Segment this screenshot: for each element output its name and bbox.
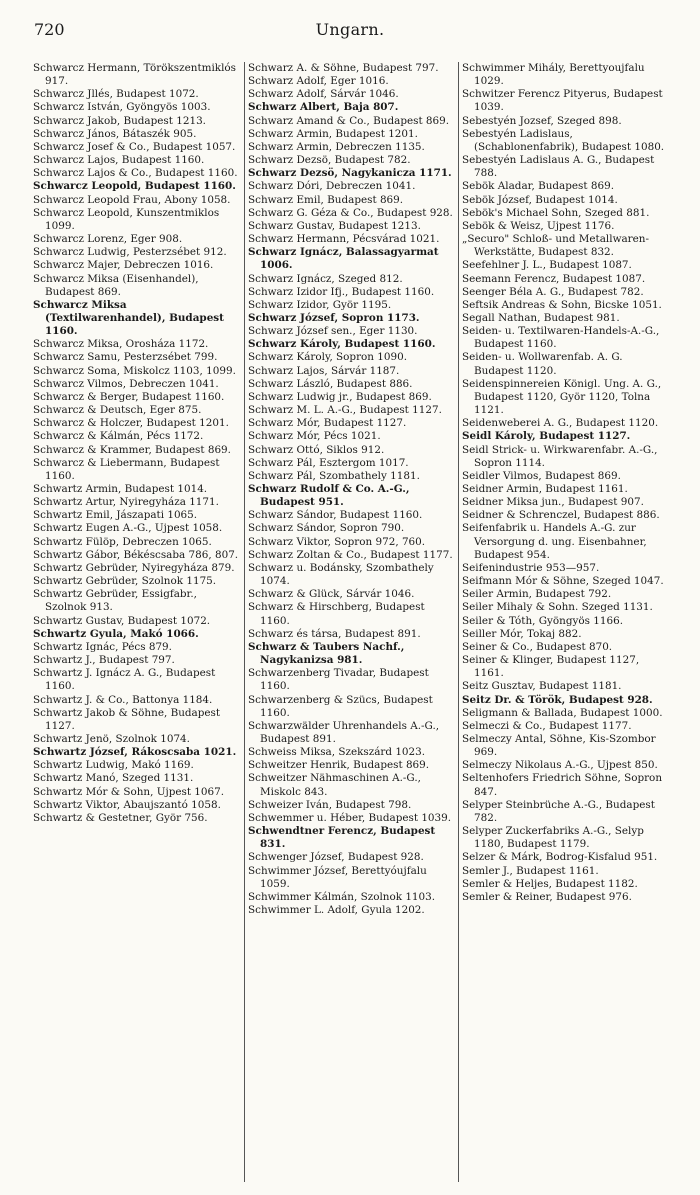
- directory-entry: Schwarcz Josef & Co., Budapest 1057.: [33, 140, 236, 153]
- directory-entry: Schwarz József, Sopron 1173.: [248, 311, 420, 324]
- directory-entry: Schwarcz & Liebermann, Budapest 1160.: [33, 456, 220, 482]
- directory-entry: Schwarz Zoltan & Co., Budapest 1177.: [248, 548, 453, 561]
- directory-entry: Seltenhofers Friedrich Söhne, Sopron 847.: [462, 772, 663, 798]
- directory-entry: Schwarz Károly, Sopron 1090.: [248, 351, 408, 364]
- directory-entry: Seifenindustrie 953—957.: [462, 561, 600, 574]
- page-header: [0, 0, 700, 60]
- directory-entry: Schwitzer Ferencz Pityerus, Budapest 1039.: [462, 88, 663, 114]
- directory-entry: Schwarz Dezsö, Nagykanicza 1171.: [248, 167, 452, 180]
- directory-entry: Schwartz Gustav, Budapest 1072.: [33, 614, 211, 627]
- directory-entry: Schwartz & Gestetner, Györ 756.: [33, 811, 208, 824]
- directory-entry: Seligmann & Ballada, Budapest 1000.: [462, 706, 663, 719]
- directory-entry: Schwarz Dezsö, Budapest 782.: [248, 154, 411, 167]
- directory-entry: Seidler Vilmos, Budapest 869.: [462, 469, 621, 482]
- directory-entry: Schwarcz & Holczer, Budapest 1201.: [33, 417, 229, 430]
- directory-entry: Schweiss Miksa, Szekszárd 1023.: [248, 746, 426, 759]
- column-left: [30, 62, 244, 1182]
- directory-entry: Schwarcz & Berger, Budapest 1160.: [33, 390, 225, 403]
- directory-entry: Seiler Armin, Budapest 792.: [462, 588, 612, 601]
- directory-entry: Schwarz Károly, Budapest 1160.: [248, 338, 436, 351]
- directory-entry: Schwarz Ignácz, Balassagyarmat 1006.: [248, 246, 439, 272]
- directory-entry: Schwarcz Samu, Pesterzsébet 799.: [33, 351, 218, 364]
- directory-entry: Schwarz & Taubers Nachf., Nagykanizsa 981.: [248, 640, 405, 667]
- directory-entry: Schwarcz Ludwig, Pesterzsébet 912.: [33, 246, 227, 259]
- directory-entry: Schwarz Sándor, Budapest 1160.: [248, 509, 423, 522]
- directory-entry: Semler J., Budapest 1161.: [462, 864, 599, 877]
- directory-entry: Schwartz Ignác, Pécs 879.: [33, 640, 172, 653]
- directory-entry: Selmeczy Antal, Söhne, Kis-Szombor 969.: [462, 732, 656, 759]
- directory-entry: Seenger Béla A. G., Budapest 782.: [462, 285, 644, 298]
- directory-entry: Sebestyén Ladislaus A. G., Budapest 788.: [462, 154, 655, 180]
- directory-entry: Schwimmer Mihály, Berettyoujfalu 1029.: [462, 62, 645, 88]
- column-right: [458, 62, 672, 1182]
- directory-entry: Schwarz Pál, Esztergom 1017.: [248, 456, 409, 469]
- directory-entry: Sebök & Weisz, Ujpest 1176.: [462, 219, 615, 232]
- directory-entry: Schwartz Gyula, Makó 1066.: [33, 627, 199, 640]
- directory-entry: Schwarz M. L. A.-G., Budapest 1127.: [248, 404, 442, 417]
- directory-entry: Seifenfabrik u. Handels A.-G. zur Versorgung d. ung. Eisenbahner, Budapest 954.: [462, 522, 647, 561]
- directory-entry: Schwarcz Leopold, Kunszentmiklos 1099.: [33, 206, 220, 232]
- directory-entry: Schwarcz Hermann, Törökszentmiklós 917.: [33, 62, 237, 88]
- directory-entry: Schwarcz Majer, Debreczen 1016.: [33, 259, 214, 272]
- directory-entry: Schwarcz Lorenz, Eger 908.: [33, 233, 183, 246]
- directory-entry: Selyper Steinbrüche A.-G., Budapest 782.: [462, 798, 655, 824]
- directory-entry: Schwimmer Kálmán, Szolnok 1103.: [248, 890, 436, 903]
- directory-entry: Schwarz Mór, Budapest 1127.: [248, 417, 407, 430]
- directory-entry: Schwarcz Miksa, Orosháza 1172.: [33, 338, 209, 351]
- directory-entry: Schwarz Hermann, Pécsvárad 1021.: [248, 233, 440, 246]
- directory-entry: Schwarz és társa, Budapest 891.: [248, 627, 421, 640]
- directory-entry: Schwarz Emil, Budapest 869.: [248, 193, 404, 206]
- directory-entry: Schwarcz Jllés, Budapest 1072.: [33, 88, 199, 101]
- directory-entry: Schwarz Armin, Budapest 1201.: [248, 127, 418, 140]
- directory-entry: Schwartz József, Rákoscsaba 1021.: [33, 746, 237, 759]
- directory-entry: Seidl Strick- u. Wirkwarenfabr. A.-G., Sopron 1114.: [462, 443, 658, 469]
- directory-entry: Schwarcz Lajos & Co., Budapest 1160.: [33, 167, 238, 180]
- running-title: Ungarn.: [315, 20, 385, 39]
- directory-entry: Schwarz Rudolf & Co. A.-G., Budapest 951.: [248, 483, 410, 509]
- directory-entry: Schwarz Ignácz, Szeged 812.: [248, 272, 403, 285]
- directory-entry: Schwarcz Miksa (Textilwarenhandel), Budapest 1160.: [33, 298, 224, 338]
- directory-entry: Schwartz Ludwig, Makó 1169.: [33, 759, 194, 772]
- directory-entry: Seefehlner J. L., Budapest 1087.: [462, 259, 632, 272]
- directory-entry: Seidenweberei A. G., Budapest 1120.: [462, 417, 659, 430]
- directory-entry: Sebök Aladar, Budapest 869.: [462, 180, 614, 193]
- directory-entry: Schwimmer József, Berettyóujfalu 1059.: [248, 864, 427, 890]
- directory-entry: Segall Nathan, Budapest 981.: [462, 311, 620, 324]
- directory-entry: Schwartz Viktor, Abaujszantó 1058.: [33, 798, 221, 811]
- directory-entry: Schwarz & Hirschberg, Budapest 1160.: [248, 601, 425, 627]
- directory-entry: Schwartz Mór & Sohn, Ujpest 1067.: [33, 785, 225, 798]
- directory-entry: Schwartz Artur, Nyiregyháza 1171.: [33, 496, 219, 509]
- directory-entry: Schwarcz János, Bátaszék 905.: [33, 127, 197, 140]
- directory-entry: Schwarcz Lajos, Budapest 1160.: [33, 154, 205, 167]
- page-number: 720: [34, 20, 65, 39]
- directory-entry: Schwartz Armin, Budapest 1014.: [33, 483, 208, 495]
- directory-entry: Selmeczy Nikolaus A.-G., Ujpest 850.: [462, 759, 658, 772]
- directory-entry: Schwarcz Miksa (Eisenhandel), Budapest 869.: [33, 272, 199, 298]
- directory-entry: Seidl Károly, Budapest 1127.: [462, 430, 631, 443]
- directory-entry: Schwarz Viktor, Sopron 972, 760.: [248, 535, 426, 548]
- directory-entry: Schwartz Gábor, Békéscsaba 786, 807.: [33, 548, 239, 561]
- directory-entry: Schwartz Gebrüder, Szolnok 1175.: [33, 575, 217, 588]
- directory-entry: Schwartz J., Budapest 797.: [33, 654, 175, 667]
- directory-entry: Schwarz Dóri, Debreczen 1041.: [248, 180, 416, 193]
- directory-entry: Seiden- u. Wollwarenfab. A. G. Budapest 1120.: [462, 351, 623, 377]
- directory-entry: Schwimmer L. Adolf, Gyula 1202.: [248, 904, 425, 916]
- directory-entry: Seiller Mór, Tokaj 882.: [462, 627, 582, 640]
- directory-entry: Schwartz Gebrüder, Essigfabr., Szolnok 913.: [33, 588, 197, 614]
- directory-entry: Seiner & Klinger, Budapest 1127, 1161.: [462, 654, 640, 680]
- directory-entry: Schwarcz & Kálmán, Pécs 1172.: [33, 430, 204, 443]
- directory-entry: Seftsik Andreas & Sohn, Bicske 1051.: [462, 298, 662, 311]
- directory-entry: Schweizer Iván, Budapest 798.: [248, 798, 412, 811]
- directory-entry: Sebestyén Ladislaus, (Schablonenfabrik), Budapest 1080.: [462, 127, 665, 153]
- directory-entry: Seitz Dr. & Török, Budapest 928.: [462, 693, 653, 706]
- directory-entry: Schwarz Amand & Co., Budapest 869.: [248, 114, 450, 127]
- directory-entry: Schwarz Mór, Pécs 1021.: [248, 430, 381, 443]
- directory-entry: Semler & Heljes, Budapest 1182.: [462, 877, 638, 890]
- directory-entry: Schwarz Pál, Szombathely 1181.: [248, 469, 420, 482]
- directory-entry: Schweitzer Henrik, Budapest 869.: [248, 759, 430, 772]
- directory-entry: Schwartz J. Ignácz A. G., Budapest 1160.: [33, 667, 216, 693]
- directory-entry: Schwarz Adolf, Sárvár 1046.: [248, 88, 399, 101]
- directory-entry: Schwartz Eugen A.-G., Ujpest 1058.: [33, 522, 223, 535]
- directory-entry: Schwemmer u. Héber, Budapest 1039.: [248, 811, 452, 824]
- directory-entry: Schwartz J. & Co., Battonya 1184.: [33, 693, 213, 706]
- directory-entry: Sebök József, Budapest 1014.: [462, 193, 618, 206]
- directory-entry: Schwarz Albert, Baja 807.: [248, 101, 399, 114]
- directory-entry: Schwarz Ludwig jr., Budapest 869.: [248, 390, 432, 403]
- directory-entry: Schwarcz István, Gyöngyös 1003.: [33, 101, 211, 114]
- directory-entry: Schweitzer Nähmaschinen A.-G., Miskolc 843.: [248, 772, 421, 798]
- directory-entry: Schwartz Jenö, Szolnok 1074.: [33, 732, 190, 745]
- directory-entry: Schwartz Emil, Jászapati 1065.: [33, 509, 198, 522]
- directory-entry: Schwarz G. Géza & Co., Budapest 928.: [248, 206, 453, 219]
- directory-entry: Sebök's Michael Sohn, Szeged 881.: [462, 206, 650, 219]
- directory-entry: Semler & Reiner, Budapest 976.: [462, 890, 632, 903]
- directory-entry: Seidenspinnereien Königl. Ung. A. G., Budapest 1120, Györ 1120, Tolna 1121.: [462, 377, 662, 417]
- directory-entry: Schwartz Fülöp, Debreczen 1065.: [33, 535, 212, 548]
- directory-entry: Schwarcz Vilmos, Debreczen 1041.: [33, 377, 219, 390]
- directory-entry: Schwarz Armin, Debreczen 1135.: [248, 140, 425, 153]
- directory-entry: Schwarzenberg & Szücs, Budapest 1160.: [248, 693, 433, 719]
- directory-entry: Schwarz Ottó, Siklos 912.: [248, 443, 385, 456]
- directory-entry: Schwarz József sen., Eger 1130.: [248, 325, 418, 338]
- directory-entry: Schwarzwälder Uhrenhandels A.-G., Budapest 891.: [248, 719, 440, 745]
- directory-entry: Schwarz Lajos, Sárvár 1187.: [248, 364, 400, 377]
- directory-entry: Schwartz Jakob & Söhne, Budapest 1127.: [33, 706, 221, 732]
- directory-entry: Seidner & Schrenczel, Budapest 886.: [462, 509, 660, 522]
- directory-entry: Seemann Ferencz, Budapest 1087.: [462, 272, 646, 285]
- directory-entry: Schwarz u. Bodánsky, Szombathely 1074.: [248, 561, 434, 588]
- directory-entry: Schwarz Sándor, Sopron 790.: [248, 522, 405, 535]
- directory-entry: Seiner & Co., Budapest 870.: [462, 640, 613, 653]
- directory-entry: Schwarz Adolf, Eger 1016.: [248, 75, 389, 88]
- directory-entry: Schwarcz & Krammer, Budapest 869.: [33, 443, 231, 456]
- directory-entry: Schwarz Izidor Ifj., Budapest 1160.: [248, 285, 435, 298]
- directory-entry: Schwartz Gebrüder, Nyiregyháza 879.: [33, 561, 235, 574]
- directory-entry: Seidner Miksa jun., Budapest 907.: [462, 496, 644, 509]
- directory-entry: Seidner Armin, Budapest 1161.: [462, 483, 628, 495]
- directory-entry: Schwarcz & Deutsch, Eger 875.: [33, 404, 202, 417]
- directory-entry: Seiden- u. Textilwaren-Handels-A.-G., Budapest 1160.: [462, 325, 660, 351]
- entry-columns: [30, 62, 674, 1182]
- directory-entry: Seiler Mihaly & Sohn. Szeged 1131.: [462, 601, 653, 614]
- directory-entry: Seitz Gusztav, Budapest 1181.: [462, 680, 622, 693]
- directory-entry: Sebestyén Jozsef, Szeged 898.: [462, 114, 622, 127]
- directory-entry: Schwarcz Soma, Miskolcz 1103, 1099.: [33, 364, 236, 377]
- directory-entry: Schwarz Gustav, Budapest 1213.: [248, 219, 421, 232]
- directory-entry: Schwarzenberg Tivadar, Budapest 1160.: [248, 667, 429, 693]
- directory-entry: Schwarcz Jakob, Budapest 1213.: [33, 114, 206, 127]
- directory-entry: Schwarz & Glück, Sárvár 1046.: [248, 588, 415, 601]
- directory-entry: „Securo" Schloß- und Metallwaren-Werkstätte, Budapest 832.: [462, 233, 649, 259]
- directory-entry: Schwarz László, Budapest 886.: [248, 377, 413, 390]
- directory-entry: Schwarcz Leopold Frau, Abony 1058.: [33, 193, 231, 206]
- directory-entry: Schwartz Manó, Szeged 1131.: [33, 772, 194, 785]
- directory-entry: Seifmann Mór & Söhne, Szeged 1047.: [462, 575, 664, 588]
- directory-entry: Selmeczi & Co., Budapest 1177.: [462, 719, 632, 732]
- column-middle: [244, 62, 458, 1182]
- directory-entry: Seiler & Tóth, Gyöngyös 1166.: [462, 614, 624, 627]
- directory-entry: Schwarz Izidor, Györ 1195.: [248, 298, 392, 311]
- directory-entry: Schwenger József, Budapest 928.: [248, 851, 424, 864]
- directory-entry: Schwarz A. & Söhne, Budapest 797.: [248, 62, 439, 74]
- directory-entry: Schwarcz Leopold, Budapest 1160.: [33, 180, 236, 193]
- directory-entry: Schwendtner Ferencz, Budapest 831.: [248, 825, 436, 851]
- directory-entry: Selzer & Márk, Bodrog-Kisfalud 951.: [462, 851, 658, 864]
- directory-entry: Selyper Zuckerfabriks A.-G., Selyp 1180, Budapest 1179.: [462, 825, 644, 851]
